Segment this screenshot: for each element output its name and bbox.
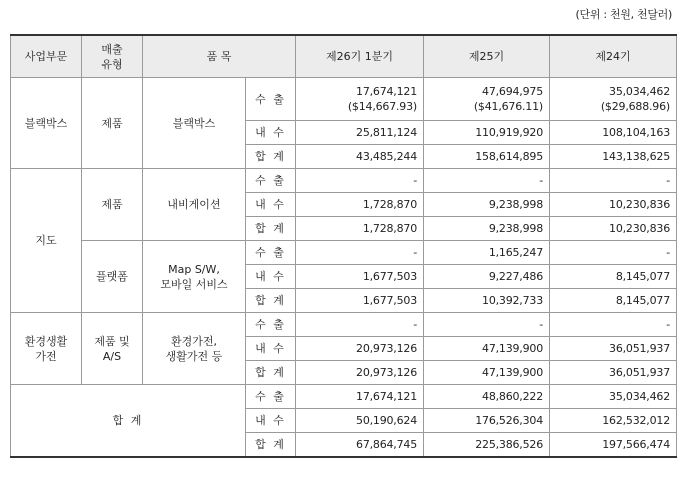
header-sales-type: [82, 35, 143, 78]
value-cell: 10,230,836: [550, 193, 677, 217]
value-cell: 9,227,486: [424, 265, 550, 289]
value-krw: 17,674,121: [356, 85, 417, 98]
table-row: [11, 313, 677, 337]
segment-line1: 환경생활: [24, 334, 68, 348]
table-row: [11, 78, 677, 121]
segment-cell: 블랙박스: [11, 78, 82, 169]
value-cell: -: [296, 169, 424, 193]
value-cell: 35,034,462: [550, 385, 677, 409]
row-label-total: 합 계: [246, 289, 296, 313]
header-col3: 제24기: [550, 35, 677, 78]
value-cell: 197,566,474: [550, 433, 677, 458]
type-line2: A/S: [102, 349, 122, 363]
value-cell: -: [550, 169, 677, 193]
row-label-export: 수 출: [246, 78, 296, 121]
value-cell: -: [424, 169, 550, 193]
item-line1: 환경가전,: [170, 334, 217, 348]
table-row: [11, 241, 677, 265]
row-label-total: 합 계: [246, 217, 296, 241]
value-usd: ($29,688.96): [600, 100, 670, 113]
value-cell: 48,860,222: [424, 385, 550, 409]
value-krw: 35,034,462: [609, 85, 670, 98]
type-line1: 제품 및: [94, 334, 130, 348]
item-cell: 내비게이션: [143, 169, 246, 241]
value-cell: 108,104,163: [550, 121, 677, 145]
value-cell: [296, 78, 424, 121]
row-label-export: 수 출: [246, 241, 296, 265]
grand-total-label: 합 계: [11, 385, 246, 458]
value-cell: 47,139,900: [424, 361, 550, 385]
row-label-total: 합 계: [246, 145, 296, 169]
value-cell: 162,532,012: [550, 409, 677, 433]
item-line1: Map S/W,: [168, 262, 220, 276]
type-cell: 플랫폼: [82, 241, 143, 313]
row-label-domestic: 내 수: [246, 121, 296, 145]
item-cell: [143, 313, 246, 385]
value-cell: 10,230,836: [550, 217, 677, 241]
value-cell: 1,677,503: [296, 289, 424, 313]
value-cell: 36,051,937: [550, 361, 677, 385]
value-cell: -: [296, 241, 424, 265]
value-cell: 1,728,870: [296, 193, 424, 217]
value-cell: 1,728,870: [296, 217, 424, 241]
value-cell: 20,973,126: [296, 337, 424, 361]
row-label-domestic: 내 수: [246, 265, 296, 289]
sales-table: [10, 34, 677, 458]
item-cell: 블랙박스: [143, 78, 246, 169]
header-item: 품 목: [143, 35, 296, 78]
table-row: [11, 169, 677, 193]
header-sales-type-line2: 유형: [101, 57, 123, 71]
type-cell: 제품: [82, 78, 143, 169]
value-cell: 47,139,900: [424, 337, 550, 361]
item-cell: [143, 241, 246, 313]
value-cell: 225,386,526: [424, 433, 550, 458]
value-cell: -: [296, 313, 424, 337]
row-label-domestic: 내 수: [246, 409, 296, 433]
row-label-export: 수 출: [246, 169, 296, 193]
value-cell: 67,864,745: [296, 433, 424, 458]
header-col2: 제25기: [424, 35, 550, 78]
value-cell: 43,485,244: [296, 145, 424, 169]
row-label-total: 합 계: [246, 433, 296, 458]
value-cell: [550, 78, 677, 121]
value-cell: 110,919,920: [424, 121, 550, 145]
value-cell: 8,145,077: [550, 265, 677, 289]
header-sales-type-line1: 매출: [101, 42, 123, 56]
header-col1: 제26기 1분기: [296, 35, 424, 78]
value-cell: -: [550, 313, 677, 337]
header-row: [11, 35, 677, 78]
value-cell: 176,526,304: [424, 409, 550, 433]
type-cell: [82, 313, 143, 385]
item-line2: 생활가전 등: [165, 349, 223, 363]
value-cell: 143,138,625: [550, 145, 677, 169]
type-cell: 제품: [82, 169, 143, 241]
value-cell: 8,145,077: [550, 289, 677, 313]
value-cell: 17,674,121: [296, 385, 424, 409]
item-line2: 모바일 서비스: [160, 277, 228, 291]
value-cell: 158,614,895: [424, 145, 550, 169]
row-label-domestic: 내 수: [246, 193, 296, 217]
value-cell: 50,190,624: [296, 409, 424, 433]
row-label-export: 수 출: [246, 385, 296, 409]
row-label-total: 합 계: [246, 361, 296, 385]
header-segment: 사업부문: [11, 35, 82, 78]
value-cell: 9,238,998: [424, 217, 550, 241]
row-label-export: 수 출: [246, 313, 296, 337]
value-cell: 25,811,124: [296, 121, 424, 145]
value-cell: [424, 78, 550, 121]
unit-note: (단위 : 천원, 천달러): [575, 8, 672, 21]
value-cell: 36,051,937: [550, 337, 677, 361]
value-cell: -: [550, 241, 677, 265]
value-cell: 1,165,247: [424, 241, 550, 265]
value-krw: 47,694,975: [482, 85, 543, 98]
segment-cell: 지도: [11, 169, 82, 313]
value-cell: 1,677,503: [296, 265, 424, 289]
segment-line2: 가전: [35, 349, 57, 363]
value-cell: 10,392,733: [424, 289, 550, 313]
value-cell: -: [424, 313, 550, 337]
value-cell: 9,238,998: [424, 193, 550, 217]
segment-cell: [11, 313, 82, 385]
table-row: [11, 385, 677, 409]
value-cell: 20,973,126: [296, 361, 424, 385]
value-usd: ($14,667.93): [347, 100, 417, 113]
value-usd: ($41,676.11): [473, 100, 543, 113]
row-label-domestic: 내 수: [246, 337, 296, 361]
